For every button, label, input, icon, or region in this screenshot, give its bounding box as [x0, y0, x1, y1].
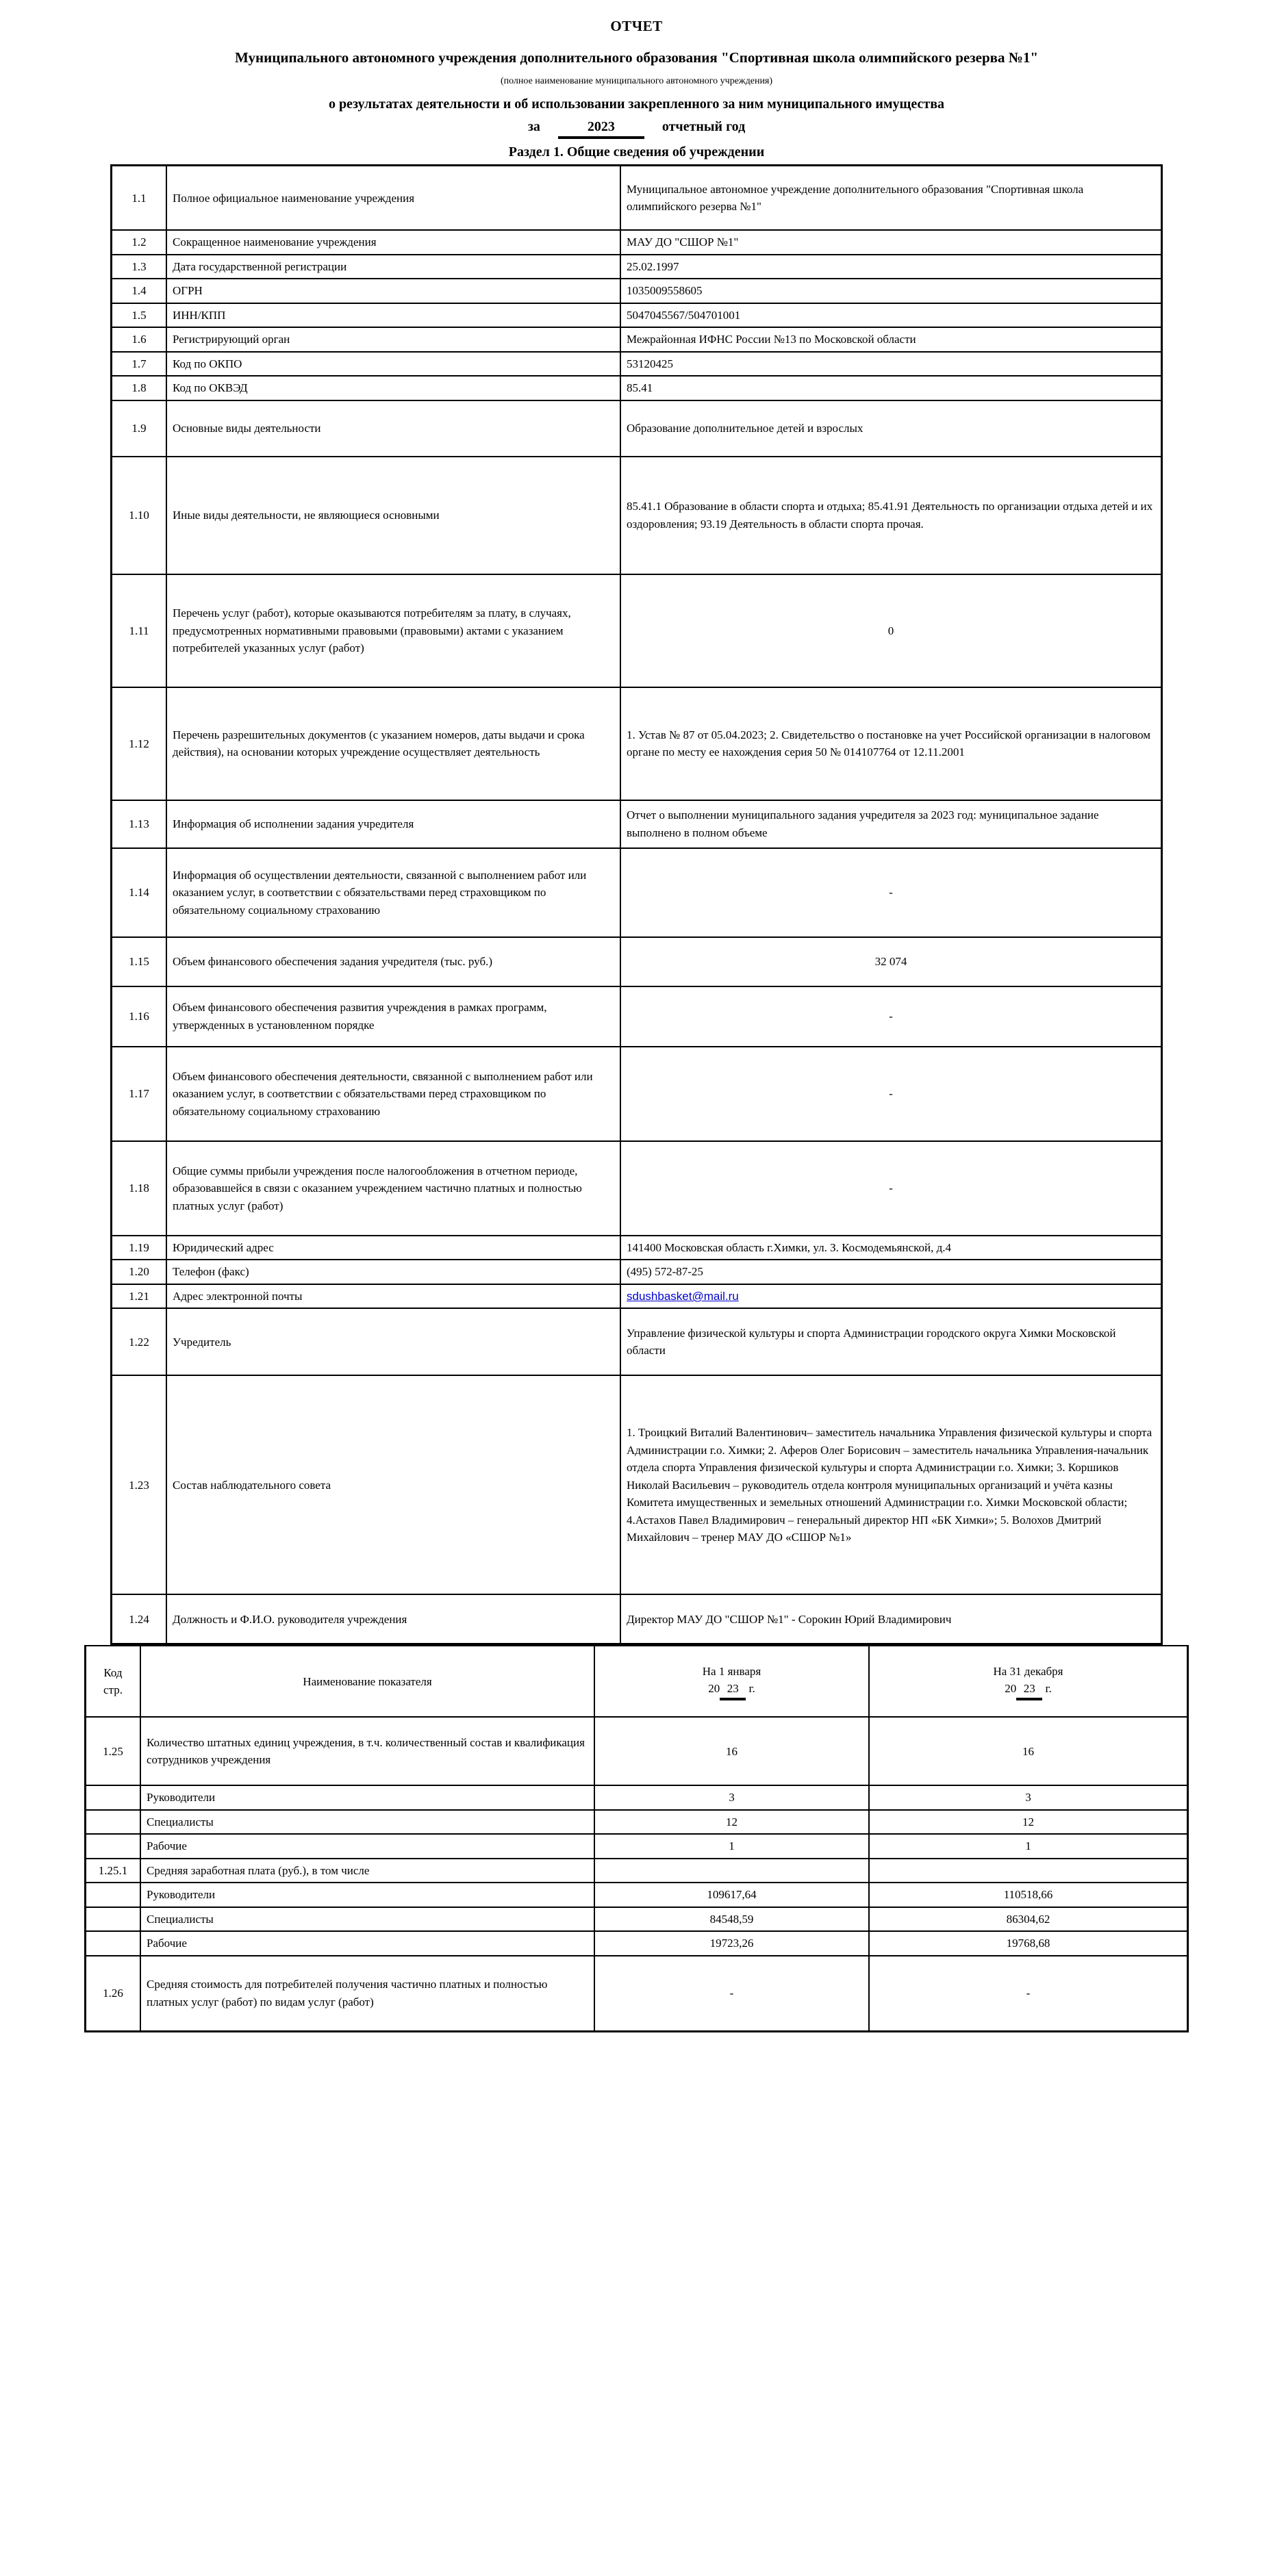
row-value: МАУ ДО "СШОР №1" [620, 230, 1162, 255]
row-value-december: 3 [869, 1785, 1188, 1810]
label-reporting-year: отчетный год [661, 119, 746, 135]
table-row [112, 986, 1162, 1047]
indicators-table [84, 1645, 1189, 2032]
row-code: 1.4 [112, 279, 167, 303]
organization-name-caption: (полное наименование муниципального автономного учреждения) [500, 76, 773, 87]
row-code: 1.6 [112, 327, 167, 352]
row-value-january: 109617,64 [594, 1883, 869, 1907]
row-value-december: 110518,66 [869, 1883, 1188, 1907]
row-code: 1.10 [112, 457, 167, 574]
row-value-december: 86304,62 [869, 1907, 1188, 1932]
table-row [112, 574, 1162, 687]
table-row [112, 1260, 1162, 1284]
table-row [86, 1834, 1188, 1859]
row-name: Адрес электронной почты [166, 1284, 620, 1309]
row-code: 1.19 [112, 1236, 167, 1260]
row-name: Руководители [140, 1785, 594, 1810]
row-value: 53120425 [620, 352, 1162, 377]
table-row [112, 1308, 1162, 1375]
table-row [86, 1956, 1188, 2032]
row-value-december [869, 1859, 1188, 1883]
row-code [86, 1810, 141, 1835]
row-code: 1.3 [112, 255, 167, 279]
row-value: 5047045567/504701001 [620, 303, 1162, 328]
row-name: Код по ОКВЭД [166, 376, 620, 400]
row-value: Межрайонная ИФНС России №13 по Московской области [620, 327, 1162, 352]
table-row [112, 303, 1162, 328]
table-row [112, 400, 1162, 457]
row-value-january: - [594, 1956, 869, 2032]
row-name: Состав наблюдательного совета [166, 1375, 620, 1594]
row-name: Юридический адрес [166, 1236, 620, 1260]
row-value: Отчет о выполнении муниципального задания учредителя за 2023 год: муниципальное задание выполнено в полном объеме [620, 800, 1162, 848]
reporting-year-line [0, 119, 1273, 139]
row-value: 1035009558605 [620, 279, 1162, 303]
table-row [112, 1284, 1162, 1309]
row-name: Должность и Ф.И.О. руководителя учреждения [166, 1594, 620, 1644]
row-code: 1.22 [112, 1308, 167, 1375]
table-row [112, 352, 1162, 377]
row-name: Основные виды деятельности [166, 400, 620, 457]
row-code: 1.16 [112, 986, 167, 1047]
label-za: за [527, 119, 540, 135]
table-row [112, 1236, 1162, 1260]
table-row [112, 457, 1162, 574]
general-info-table [110, 164, 1163, 1645]
table-row [112, 687, 1162, 800]
indicators-header-row [86, 1646, 1188, 1717]
table-row [112, 166, 1162, 231]
row-value-january: 12 [594, 1810, 869, 1835]
row-code [86, 1785, 141, 1810]
row-value: - [620, 986, 1162, 1047]
row-name: Специалисты [140, 1907, 594, 1932]
row-code: 1.11 [112, 574, 167, 687]
table-row [112, 800, 1162, 848]
table-row [112, 1141, 1162, 1236]
table-row [86, 1785, 1188, 1810]
row-code: 1.9 [112, 400, 167, 457]
row-code: 1.8 [112, 376, 167, 400]
row-value: 85.41.1 Образование в области спорта и отдыха; 85.41.91 Деятельность по организации отдыха детей и их оздоровления; 93.19 Деятельность в области спорта прочая. [620, 457, 1162, 574]
row-value-january: 19723,26 [594, 1931, 869, 1956]
row-name: Сокращенное наименование учреждения [166, 230, 620, 255]
row-value: - [620, 1141, 1162, 1236]
header-column-december [869, 1646, 1188, 1717]
row-name: Информация об осуществлении деятельности, связанной с выполнением работ или оказанием услуг, в соответствии с обязательствами перед страховщиком по обязательному социальному страхованию [166, 848, 620, 937]
row-value-december: 12 [869, 1810, 1188, 1835]
row-value: Образование дополнительное детей и взрослых [620, 400, 1162, 457]
year-prefix: 20 [1005, 1682, 1017, 1696]
header-column-december-year [1005, 1680, 1052, 1700]
row-code [86, 1883, 141, 1907]
row-name: Руководители [140, 1883, 594, 1907]
table-row [112, 255, 1162, 279]
row-name: ИНН/КПП [166, 303, 620, 328]
row-name: ОГРН [166, 279, 620, 303]
row-name: Объем финансового обеспечения задания учредителя (тыс. руб.) [166, 937, 620, 986]
row-name: Регистрирующий орган [166, 327, 620, 352]
year-prefix: 20 [708, 1682, 720, 1696]
table-row [86, 1859, 1188, 1883]
header-column-december-label: На 31 декабря [993, 1664, 1063, 1678]
document-title: ОТЧЕТ [610, 18, 663, 34]
row-value: - [620, 848, 1162, 937]
row-name: Общие суммы прибыли учреждения после налогообложения в отчетном периоде, образовавшейся в связи с оказанием учреждением частично платных и полностью платных услуг (работ) [166, 1141, 620, 1236]
row-value-december: 16 [869, 1717, 1188, 1785]
row-value: Управление физической культуры и спорта Администрации городского округа Химки Московской области [620, 1308, 1162, 1375]
row-name: Объем финансового обеспечения деятельности, связанной с выполнением работ или оказанием услуг, в соответствии с обязательствами перед страховщиком по обязательному социальному страхованию [166, 1047, 620, 1141]
row-code: 1.25 [86, 1717, 141, 1785]
row-value: Директор МАУ ДО "СШОР №1" - Сорокин Юрий Владимирович [620, 1594, 1162, 1644]
table-row [112, 230, 1162, 255]
row-name: Код по ОКПО [166, 352, 620, 377]
row-value-january: 3 [594, 1785, 869, 1810]
row-code: 1.21 [112, 1284, 167, 1309]
row-name: Объем финансового обеспечения развития учреждения в рамках программ, утвержденных в установленном порядке [166, 986, 620, 1047]
row-name: Полное официальное наименование учреждения [166, 166, 620, 231]
year-suffix: 23 [720, 1680, 746, 1700]
year-unit: г. [748, 1682, 755, 1696]
row-value: (495) 572-87-25 [620, 1260, 1162, 1284]
row-name: Рабочие [140, 1834, 594, 1859]
row-name: Телефон (факс) [166, 1260, 620, 1284]
row-code: 1.24 [112, 1594, 167, 1644]
row-code: 1.25.1 [86, 1859, 141, 1883]
reporting-year-value: 2023 [558, 119, 644, 139]
row-value: 85.41 [620, 376, 1162, 400]
row-value-december: 19768,68 [869, 1931, 1188, 1956]
row-code: 1.2 [112, 230, 167, 255]
table-row [86, 1883, 1188, 1907]
row-value: 1. Устав № 87 от 05.04.2023; 2. Свидетельство о постановке на учет Российской организации в налоговом органе по месту ее нахождения серия 50 № 014107764 от 12.11.2001 [620, 687, 1162, 800]
row-name: Количество штатных единиц учреждения, в т.ч. количественный состав и квалификация сотрудников учреждения [140, 1717, 594, 1785]
row-value-january: 84548,59 [594, 1907, 869, 1932]
row-name: Учредитель [166, 1308, 620, 1375]
row-value-january [594, 1859, 869, 1883]
row-value-december: - [869, 1956, 1188, 2032]
row-code: 1.23 [112, 1375, 167, 1594]
table-row [112, 279, 1162, 303]
row-code: 1.20 [112, 1260, 167, 1284]
table-row [112, 937, 1162, 986]
row-value-january: 16 [594, 1717, 869, 1785]
row-code: 1.5 [112, 303, 167, 328]
header-code-column [86, 1646, 141, 1717]
header-column-january-year [708, 1680, 755, 1700]
email-link[interactable]: sdushbasket@mail.ru [627, 1289, 739, 1303]
section-title: Раздел 1. Общие сведения об учреждении [508, 144, 765, 160]
header-indicator-name: Наименование показателя [140, 1646, 594, 1717]
table-row [86, 1931, 1188, 1956]
row-name: Средняя стоимость для потребителей получения частично платных и полностью платных услуг (работ) по видам услуг (работ) [140, 1956, 594, 2032]
row-code: 1.15 [112, 937, 167, 986]
row-code: 1.7 [112, 352, 167, 377]
row-value: - [620, 1047, 1162, 1141]
row-code [86, 1931, 141, 1956]
row-code: 1.26 [86, 1956, 141, 2032]
table-row [112, 1375, 1162, 1594]
report-subject: о результатах деятельности и об использовании закрепленного за ним муниципального имущества [328, 97, 945, 112]
row-code: 1.18 [112, 1141, 167, 1236]
table-row [86, 1717, 1188, 1785]
row-code: 1.14 [112, 848, 167, 937]
table-row [86, 1907, 1188, 1932]
row-value-december: 1 [869, 1834, 1188, 1859]
year-suffix: 23 [1016, 1680, 1042, 1700]
row-name: Средняя заработная плата (руб.), в том числе [140, 1859, 594, 1883]
organization-name: Муниципального автономного учреждения дополнительного образования "Спортивная школа олимпийского резерва №1" [235, 49, 1038, 66]
row-value: 0 [620, 574, 1162, 687]
row-name: Специалисты [140, 1810, 594, 1835]
row-name: Информация об исполнении задания учредителя [166, 800, 620, 848]
table-row [86, 1810, 1188, 1835]
row-name: Иные виды деятельности, не являющиеся основными [166, 457, 620, 574]
table-row [112, 848, 1162, 937]
row-name: Перечень разрешительных документов (с указанием номеров, даты выдачи и срока действия), на основании которых учреждение осуществляет деятельность [166, 687, 620, 800]
row-code: 1.12 [112, 687, 167, 800]
table-row [112, 1047, 1162, 1141]
year-unit: г. [1045, 1682, 1052, 1696]
row-code: 1.13 [112, 800, 167, 848]
row-code: 1.17 [112, 1047, 167, 1141]
row-value: Муниципальное автономное учреждение дополнительного образования "Спортивная школа олимпийского резерва №1" [620, 166, 1162, 231]
table-row [112, 327, 1162, 352]
row-value: 141400 Московская область г.Химки, ул. З. Космодемьянской, д.4 [620, 1236, 1162, 1260]
table-row [112, 1594, 1162, 1644]
document-header [0, 0, 1273, 160]
row-value-january: 1 [594, 1834, 869, 1859]
row-value [620, 1284, 1162, 1309]
row-value: 32 074 [620, 937, 1162, 986]
row-code [86, 1907, 141, 1932]
table-row [112, 376, 1162, 400]
row-code: 1.1 [112, 166, 167, 231]
row-value: 25.02.1997 [620, 255, 1162, 279]
row-name: Дата государственной регистрации [166, 255, 620, 279]
row-value: 1. Троицкий Виталий Валентинович– заместитель начальника Управления физической культуры и спорта Администрации г.о. Химки; 2. Аферов Олег Борисович – заместитель начальника Управления-начальник отдела спорта Управления физической культуры и спорта Администрации г.о. Химки; 3. Коршиков Николай Васильевич – руководитель отдела контроля муниципальных организаций и учёта казны Комитета имущественных и земельных отношений Администрации г.о. Химки Московской области; 4.Астахов Павел Владимирович – генеральный директор НП «БК Химки»; 5. Волохов Дмитрий Михайлович – тренер МАУ ДО «СШОР №1» [620, 1375, 1162, 1594]
row-name: Перечень услуг (работ), которые оказываются потребителям за плату, в случаях, предусмотренных нормативными правовыми (правовыми) актами с указанием потребителей указанных услуг (работ) [166, 574, 620, 687]
row-code [86, 1834, 141, 1859]
header-code-line2: стр. [103, 1683, 123, 1697]
header-column-january [594, 1646, 869, 1717]
header-code-line1: Код [103, 1666, 123, 1679]
row-name: Рабочие [140, 1931, 594, 1956]
header-column-january-label: На 1 января [702, 1664, 761, 1678]
